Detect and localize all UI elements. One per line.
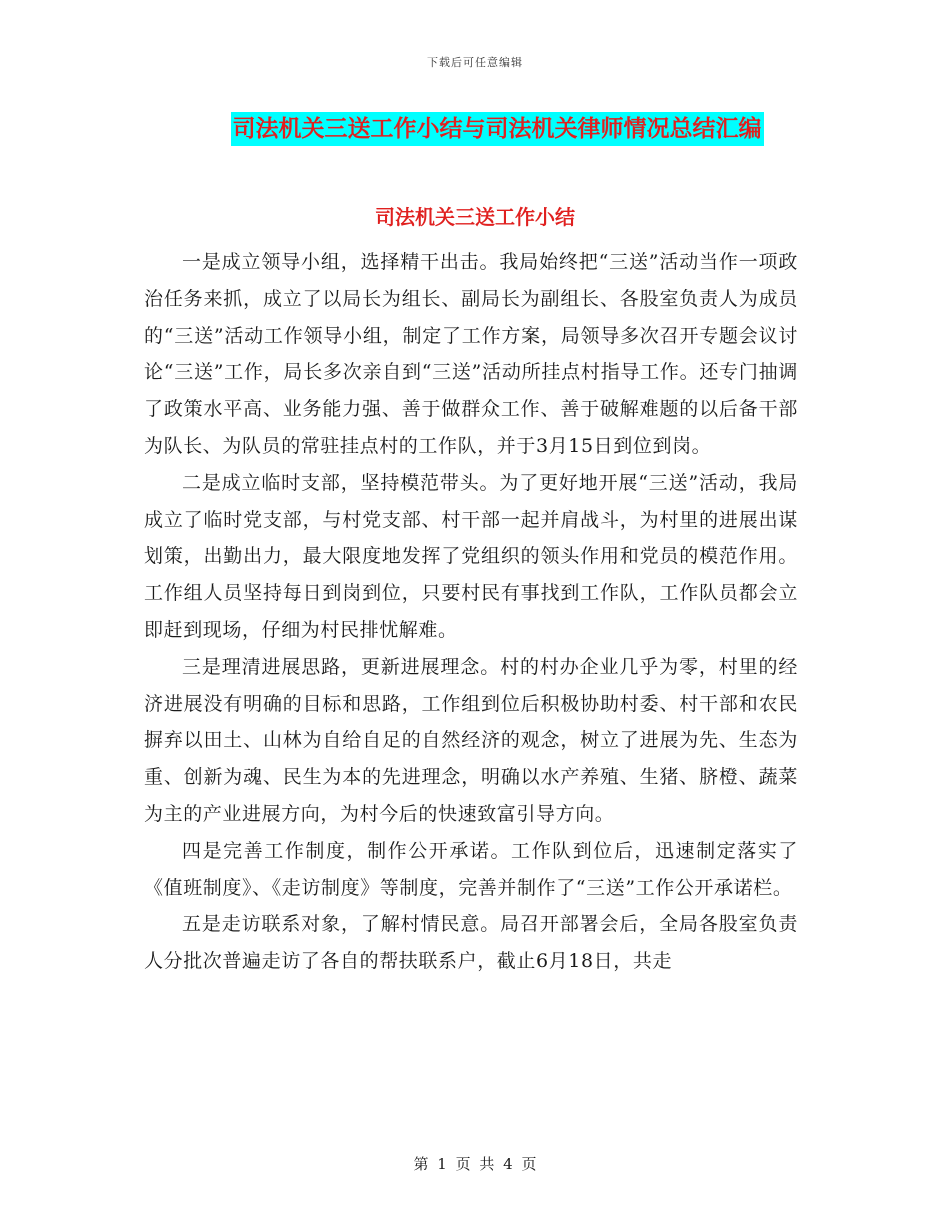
page-footer: 第 1 页 共 4 页	[413, 1155, 537, 1173]
paragraph-5: 五是走访联系对象，了解村情民意。局召开部署会后，全局各股室负责人分批次普遍走访了各自的帮扶联系户，截止6月18日，共走	[144, 913, 798, 973]
section-title: 司法机关三送工作小结	[375, 205, 575, 229]
main-title-container	[0, 112, 950, 146]
paragraph-4: 四是完善工作制度，制作公开承诺。工作队到位后，迅速制定落实了《值班制度》、《走访制度》等制度，完善并制作了“三送”工作公开承诺栏。	[144, 839, 798, 899]
paragraph-1: 一是成立领导小组，选择精干出击。我局始终把“三送”活动当作一项政治任务来抓，成立了以局长为组长、副局长为副组长、各股室负责人为成员的“三送”活动工作领导小组，制定了工作方案，局领导多次召开专题会议讨论“三送”工作，局长多次亲自到“三送”活动所挂点村指导工作。还专门抽调了政策水平高、业务能力强、善于做群众工作、善于破解难题的以后备干部为队长、为队员的常驻挂点村的工作队，并于3月15日到位到岗。	[144, 251, 798, 457]
header-note: 下载后可任意编辑	[427, 56, 523, 69]
paragraph-2: 二是成立临时支部，坚持模范带头。为了更好地开展“三送”活动，我局成立了临时党支部，与村党支部、村干部一起并肩战斗，为村里的进展出谋划策，出勤出力，最大限度地发挥了党组织的领头作用和党员的模范作用。工作组人员坚持每日到岗到位，只要村民有事找到工作队，工作队员都会立即赶到现场，仔细为村民排忧解难。	[144, 471, 798, 641]
body-text	[144, 244, 798, 980]
paragraph-3: 三是理清进展思路，更新进展理念。村的村办企业几乎为零，村里的经济进展没有明确的目标和思路，工作组到位后积极协助村委、村干部和农民摒弃以田土、山林为自给自足的自然经济的观念，树立了进展为先、生态为重、创新为魂、民生为本的先进理念，明确以水产养殖、生猪、脐橙、蔬菜为主的产业进展方向，为村今后的快速致富引导方向。	[144, 655, 798, 825]
document-title: 司法机关三送工作小结与司法机关律师情况总结汇编	[231, 112, 764, 146]
